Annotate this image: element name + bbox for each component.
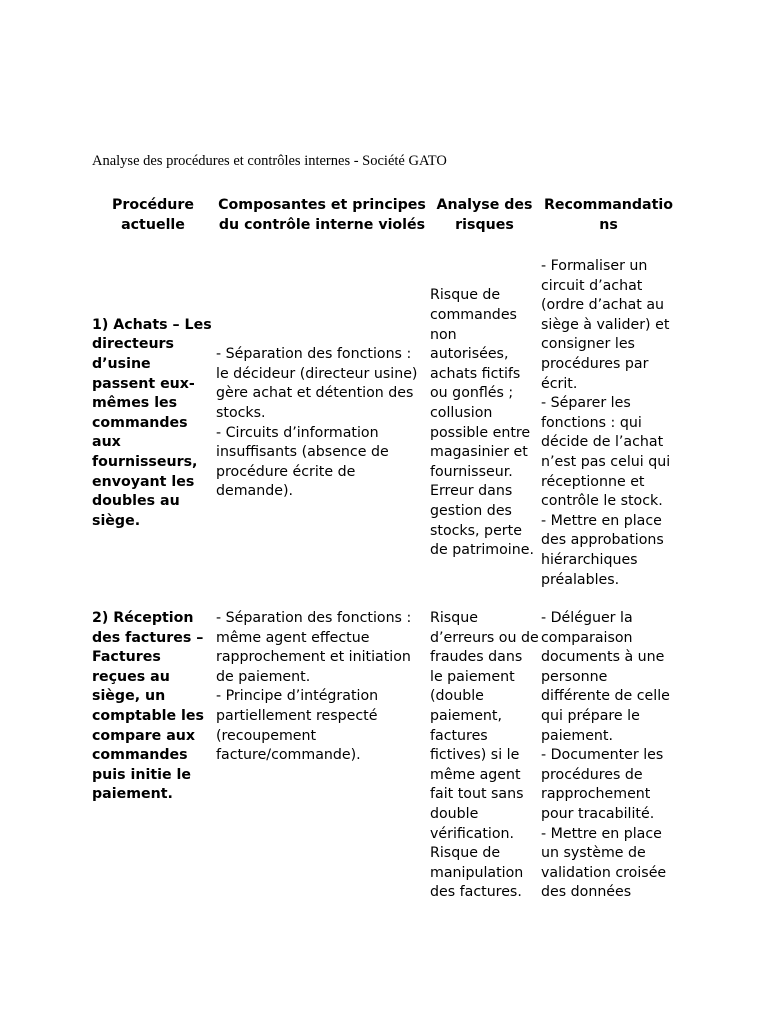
header-recommendations: Recommandations	[543, 197, 674, 233]
cell-principles: - Séparation des fonctions : le décideur (directeur usine) gère achat et détention des stocks. - Circuits d’information insuffisants (absence de procédure écrite de demande).	[216, 346, 418, 500]
table-header-row	[90, 186, 676, 257]
cell-principles: - Séparation des fonctions : même agent effectue rapprochement et initiation de paiement. - Principe d’intégration partiellement respecté (recoupement facture/commande).	[216, 610, 412, 764]
header-principles: Composantes et principes du contrôle interne violés	[218, 197, 426, 233]
table-row	[90, 609, 676, 922]
header-procedure: Procédure actuelle	[111, 197, 195, 233]
header-risks: Analyse des risques	[436, 197, 533, 233]
cell-procedure: 1) Achats – Les directeurs d’usine passent eux-mêmes les commandes aux fournisseurs, envoyant les doubles au siège.	[92, 316, 212, 529]
table-row	[90, 257, 676, 609]
cell-procedure: 2) Réception des factures – Factures reçues au siège, un comptable les compare aux commandes puis initie le paiement.	[92, 610, 204, 803]
cell-risks: Risque de commandes non autorisées, achats fictifs ou gonflés ; collusion possible entre magasinier et fournisseur. Erreur dans gestion des stocks, perte de patrimoine.	[430, 287, 534, 559]
cell-risks: Risque d’erreurs ou de fraudes dans le paiement (double paiement, factures fictives) si le même agent fait tout sans double vérification. Risque de manipulation des factures.	[430, 610, 539, 901]
cell-recommendations: - Déléguer la comparaison documents à une personne différente de celle qui prépare le paiement. - Documenter les procédures de rapprochement pour tracabilité. - Mettre en place un système de validation croisée des données	[541, 610, 670, 901]
document-title: Analyse des procédures et contrôles internes - Société GATO	[92, 153, 447, 169]
controls-analysis-table	[90, 186, 676, 922]
cell-recommendations: - Formaliser un circuit d’achat (ordre d’achat au siège à valider) et consigner les procédures par écrit. - Séparer les fonctions : qui décide de l’achat n’est pas celui qui réceptionne et contrôle le stock. - Mettre en place des approbations hiérarchiques préalables.	[541, 258, 671, 588]
